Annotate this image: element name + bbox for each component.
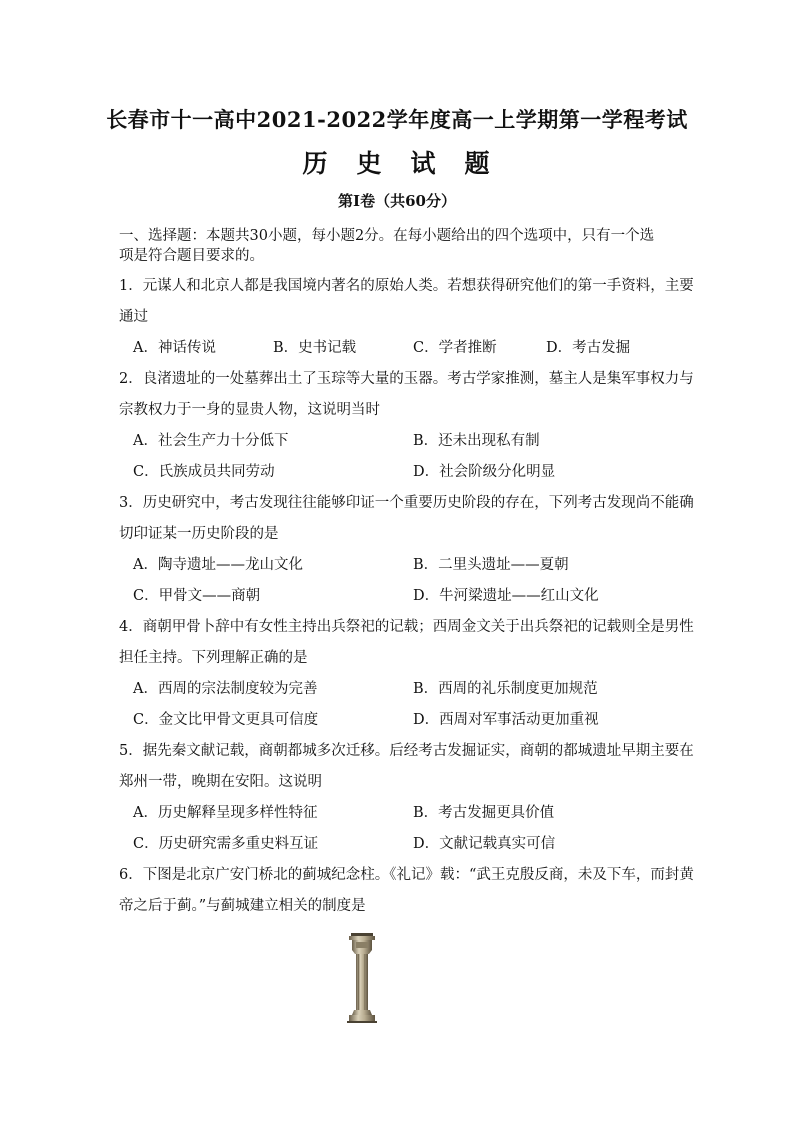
question-3-option-d: D．牛河梁遗址——红山文化 bbox=[413, 588, 599, 604]
jicheng-pillar-image bbox=[345, 933, 379, 1023]
question-5-option-a: A．历史解释呈现多样性特征 bbox=[133, 805, 318, 821]
question-1-option-a: A．神话传说 bbox=[133, 340, 216, 356]
exam-title: 长春市十一高中2021-2022学年度高一上学期第一学程考试 bbox=[106, 107, 688, 132]
question-3-line-1: 3．历史研究中，考古发现往往能够印证一个重要历史阶段的存在，下列考古发现尚不能确 bbox=[119, 495, 694, 511]
question-4-option-d: D．西周对军事活动更加重视 bbox=[413, 712, 599, 728]
question-5-line-1: 5．据先秦文献记载，商朝都城多次迁移。后经考古发掘证实，商朝的都城遗址早期主要在 bbox=[119, 743, 694, 759]
question-5-option-b: B．考古发掘更具价值 bbox=[413, 805, 555, 821]
question-1-line-1: 1．元谋人和北京人都是我国境内著名的原始人类。若想获得研究他们的第一手资料，主要 bbox=[119, 278, 694, 294]
instructions-line-1: 一、选择题：本题共30小题，每小题2分。在每小题给出的四个选项中，只有一个选 bbox=[119, 228, 655, 244]
question-2-line-2: 宗教权力于一身的显贵人物，这说明当时 bbox=[119, 402, 380, 418]
question-1-line-2: 通过 bbox=[119, 309, 148, 325]
question-4-option-b: B．西周的礼乐制度更加规范 bbox=[413, 681, 598, 697]
section-title: 第Ⅰ卷（共60分） bbox=[338, 192, 456, 210]
question-3-option-c: C．甲骨文——商朝 bbox=[133, 588, 261, 604]
question-4-line-1: 4．商朝甲骨卜辞中有女性主持出兵祭祀的记载；西周金文关于出兵祭祀的记载则全是男性 bbox=[119, 619, 694, 635]
question-1-option-b: B．史书记载 bbox=[273, 340, 357, 356]
question-3-option-b: B．二里头遗址——夏朝 bbox=[413, 557, 569, 573]
question-5-option-d: D．文献记载真实可信 bbox=[413, 836, 556, 852]
question-4-option-a: A．西周的宗法制度较为完善 bbox=[133, 681, 318, 697]
question-3-option-a: A．陶寺遗址——龙山文化 bbox=[133, 557, 303, 573]
question-3-line-2: 切印证某一历史阶段的是 bbox=[119, 526, 279, 542]
question-1-option-d: D．考古发掘 bbox=[546, 340, 631, 356]
question-4-line-2: 担任主持。下列理解正确的是 bbox=[119, 650, 308, 666]
question-2-option-d: D．社会阶级分化明显 bbox=[413, 464, 556, 480]
subject-title: 历 史 试 题 bbox=[302, 149, 492, 178]
instructions-line-2: 项是符合题目要求的。 bbox=[119, 248, 264, 264]
question-6-line-1: 6．下图是北京广安门桥北的蓟城纪念柱。《礼记》载：“武王克殷反商，未及下车，而封黄 bbox=[119, 867, 694, 883]
question-2-option-b: B．还未出现私有制 bbox=[413, 433, 540, 449]
question-2-option-c: C．氏族成员共同劳动 bbox=[133, 464, 275, 480]
question-5-option-c: C．历史研究需多重史料互证 bbox=[133, 836, 319, 852]
question-2-line-1: 2．良渚遗址的一处墓葬出土了玉琮等大量的玉器。考古学家推测，墓主人是集军事权力与 bbox=[119, 371, 694, 387]
question-1-option-c: C．学者推断 bbox=[413, 340, 497, 356]
question-4-option-c: C．金文比甲骨文更具可信度 bbox=[133, 712, 319, 728]
question-2-option-a: A．社会生产力十分低下 bbox=[133, 433, 289, 449]
question-5-line-2: 郑州一带，晚期在安阳。这说明 bbox=[119, 774, 322, 790]
question-6-line-2: 帝之后于蓟。”与蓟城建立相关的制度是 bbox=[119, 898, 366, 914]
